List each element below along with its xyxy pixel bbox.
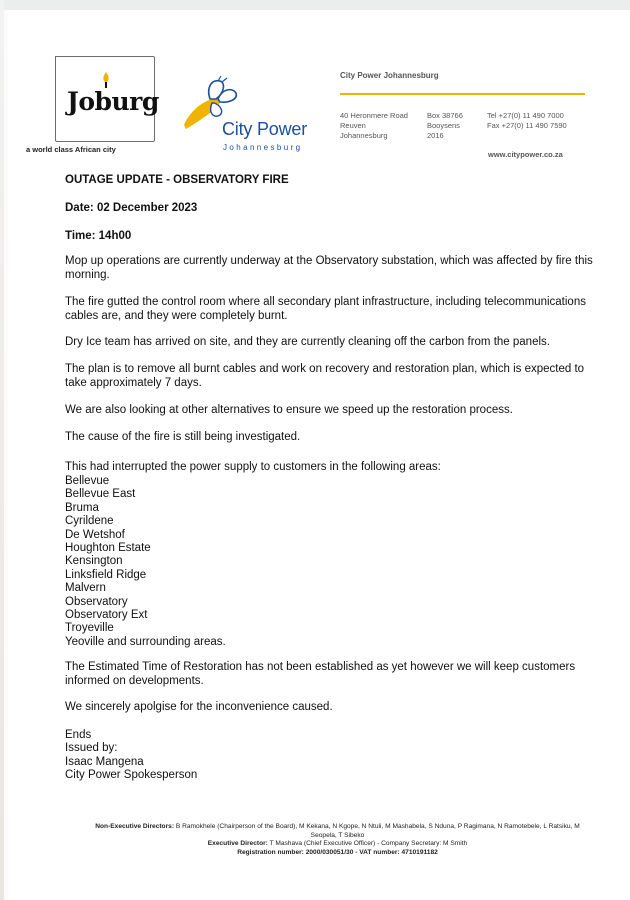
- letterhead-phones: [487, 111, 567, 131]
- address-line: Reuven: [340, 120, 366, 130]
- area-item: Yeoville and surrounding areas.: [65, 635, 226, 648]
- footer-exec: [95, 840, 580, 849]
- signoff-line: Issued by:: [65, 742, 118, 755]
- footer: [95, 823, 580, 857]
- signoff-line: Isaac Mangena: [65, 755, 144, 768]
- footer-registration-text: Registration number: 2000/030051/30 - VAT number: 4710191182: [237, 848, 438, 856]
- signoff-block: [65, 729, 197, 783]
- joburg-logo-text: Joburg: [67, 87, 159, 116]
- restoration-paragraph: The Estimated Time of Restoration has not been established as yet however we will keep customers informed on developments.: [65, 661, 576, 687]
- footer-exec-names: T Mashava (Chief Executive Officer) - Company Secretary: M Smith: [269, 840, 468, 848]
- paragraph: Dry Ice team has arrived on site, and they are currently cleaning off the carbon from the panels.: [65, 336, 550, 348]
- letterhead-rule: [340, 93, 585, 95]
- area-item: Kensington: [65, 555, 123, 568]
- signoff-line: City Power Spokesperson: [65, 769, 198, 782]
- footer-exec-label: Executive Director:: [207, 840, 268, 848]
- area-item: Bellevue East: [65, 488, 136, 501]
- area-item: Cyrildene: [65, 515, 114, 528]
- document-title: OUTAGE UPDATE - OBSERVATORY FIRE: [65, 174, 289, 186]
- box-line: Box 38766: [427, 111, 463, 120]
- address-line: 40 Heronmere Road: [340, 111, 408, 120]
- footer-nonexec: [95, 823, 580, 840]
- paragraph: The cause of the fire is still being investigated.: [65, 431, 301, 443]
- box-line: 2016: [427, 130, 444, 140]
- area-item: Bellevue: [65, 475, 110, 487]
- area-item: Observatory: [65, 595, 128, 608]
- document-date: Date: 02 December 2023: [65, 202, 198, 214]
- areas-intro: This had interrupted the power supply to customers in the following areas:: [65, 461, 441, 473]
- letterhead-organisation: City Power Johannesburg: [340, 71, 439, 80]
- area-item: Linksfield Ridge: [65, 568, 147, 581]
- paragraph: The plan is to remove all burnt cables and work on recovery and restoration plan, which is expected to take approximately 7 days.: [65, 363, 585, 389]
- joburg-tagline: a world class African city: [26, 145, 116, 154]
- area-item: Troyeville: [65, 622, 114, 635]
- letterhead-address: [340, 111, 408, 140]
- left-page-edge: [0, 0, 4, 900]
- letterhead-box: [427, 111, 463, 140]
- website-link[interactable]: www.citypower.co.za: [488, 150, 563, 159]
- area-item: Observatory Ext: [65, 609, 148, 622]
- city-power-city: Johannesburg: [223, 143, 303, 152]
- phone-line: Fax +27(0) 11 490 7590: [487, 120, 567, 130]
- area-item: Malvern: [65, 582, 106, 595]
- paragraph: We are also looking at other alternatives to ensure we speed up the restoration process.: [65, 404, 513, 416]
- footer-registration: [95, 849, 580, 858]
- area-item: Houghton Estate: [65, 542, 151, 555]
- joburg-logo: [55, 56, 159, 142]
- paragraph: The fire gutted the control room where all secondary plant infrastructure, including telecommunications cables are, and they were completely burnt.: [65, 296, 586, 322]
- top-margin-bar: [0, 0, 630, 10]
- paragraph: Mop up operations are currently underway at the Observatory substation, which was affected by fire this morning.: [65, 255, 593, 281]
- signoff-line: Ends: [65, 729, 92, 741]
- city-power-name: City Power: [222, 119, 308, 139]
- affected-areas-list: [65, 475, 226, 649]
- footer-nonexec-names: B Ramokhele (Chairperson of the Board), M Kekana, N Kgope, N Ntuli, M Mashabela, S Nduna, P Ragimana, N Ramotebele, L Ratsiku, M Seopela, T Sibeko: [175, 823, 580, 839]
- area-item: De Wetshof: [65, 528, 125, 541]
- address-line: Johannesburg: [340, 130, 388, 140]
- apology-paragraph: We sincerely apolgise for the inconvenience caused.: [65, 701, 333, 713]
- footer-nonexec-label: Non-Executive Directors:: [95, 823, 175, 830]
- phone-line: Tel +27(0) 11 490 7000: [487, 111, 564, 120]
- area-item: Bruma: [65, 501, 99, 514]
- document-time: Time: 14h00: [65, 230, 132, 242]
- box-line: Booysens: [427, 120, 460, 130]
